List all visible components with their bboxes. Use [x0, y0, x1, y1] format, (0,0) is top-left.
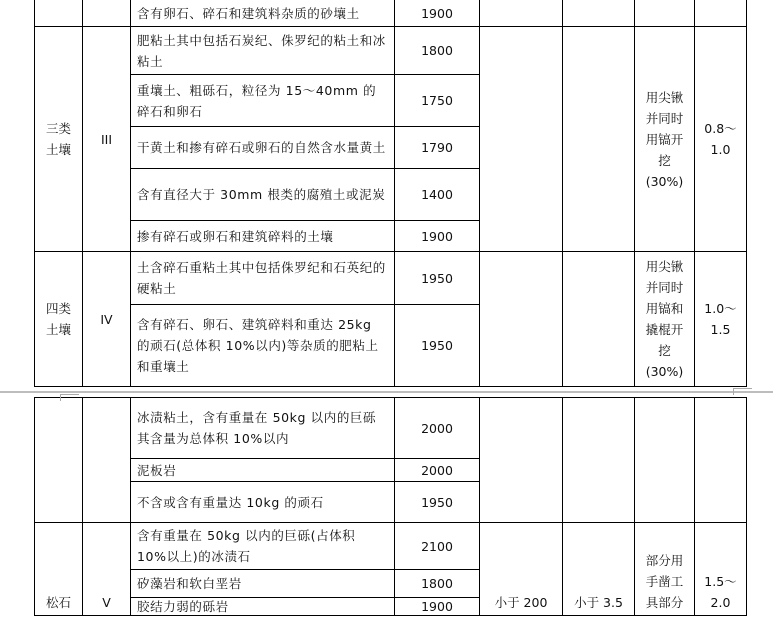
col5-cell: [479, 26, 563, 252]
coefficient-cell-text: 1.5～ 2.0: [704, 574, 737, 610]
description-cell-text: 泥板岩: [137, 462, 177, 478]
coefficient-cell: [694, 26, 747, 252]
coefficient-cell: [694, 251, 747, 387]
grade-cell: [82, 397, 131, 523]
density-cell: [394, 522, 480, 570]
description-cell: [130, 458, 395, 482]
coefficient-cell-text: 1.0～ 1.5: [704, 301, 737, 337]
method-cell: [634, 251, 695, 387]
description-cell-text: 含有直径大于 30mm 根类的腐殖土或泥炭: [137, 187, 386, 202]
col5-cell: [479, 397, 563, 523]
density-cell-text: 1900: [421, 5, 453, 21]
description-cell-text: 冰渍粘土，含有重量在 50kg 以内的巨砾其含量为总体积 10%以内: [137, 410, 377, 446]
description-cell: [130, 597, 395, 616]
col6-cell-text: 小于 3.5: [574, 595, 623, 610]
description-cell: [130, 522, 395, 570]
density-cell: [394, 597, 480, 616]
density-cell-text: 1750: [421, 93, 453, 108]
grade-cell-text: V: [102, 595, 111, 610]
description-cell-text: 肥粘土其中包括石炭纪、侏罗纪的粘土和冰粘土: [137, 32, 386, 69]
description-cell-text: 重壤土、粗砾石，粒径为 15～40mm 的碎石和卵石: [137, 82, 377, 119]
category-cell: [34, 0, 83, 27]
method-cell: [634, 522, 695, 616]
empty-cell: [479, 0, 563, 27]
category-cell: [34, 26, 83, 252]
col6-cell: [562, 522, 635, 616]
density-cell: [394, 74, 480, 127]
density-cell-text: 1800: [421, 43, 453, 58]
density-cell-text: 2000: [421, 462, 453, 478]
method-cell-text: 用尖锹 并同时 用镐和 撬棍开 挖 (30%): [645, 259, 684, 379]
density-cell-text: 1790: [421, 140, 453, 155]
density-cell-text: 1900: [421, 228, 453, 244]
description-cell: [130, 0, 395, 27]
density-cell-text: 1800: [421, 576, 453, 591]
density-cell: [394, 569, 480, 598]
density-cell: [394, 126, 480, 169]
description-cell-text: 掺有碎石或卵石和建筑碎料的土壤: [137, 228, 334, 244]
col6-cell: [562, 251, 635, 387]
density-cell: [394, 0, 480, 27]
description-cell-text: 土含碎石重粘土其中包括侏罗纪和石英纪的硬粘土: [137, 260, 386, 296]
col5-cell: [479, 522, 563, 616]
description-cell: [130, 26, 395, 75]
description-cell: [130, 481, 395, 523]
density-cell: [394, 251, 480, 305]
category-cell-text: 松石: [45, 595, 71, 610]
method-cell-text: 用尖锹 并同时 用镐开 挖 (30%): [645, 89, 684, 189]
description-cell-text: 干黄土和掺有碎石或卵石的自然含水量黄土: [137, 140, 386, 155]
density-cell: [394, 168, 480, 221]
density-cell: [394, 481, 480, 523]
page-corner-mark: [60, 394, 79, 401]
density-cell-text: 1950: [421, 270, 453, 286]
grade-cell: [82, 522, 131, 616]
category-cell: [34, 251, 83, 387]
description-cell-text: 含有重量在 50kg 以内的巨砾(占体积 10%以上)的冰渍石: [137, 528, 356, 564]
col5-cell: [479, 251, 563, 387]
density-cell-text: 2000: [421, 420, 453, 436]
density-cell: [394, 26, 480, 75]
page-corner-mark: [733, 388, 752, 395]
grade-cell-text: IV: [100, 311, 113, 327]
method-cell: [634, 397, 695, 523]
method-cell: [634, 26, 695, 252]
method-cell-text: 部分用 手凿工 具部分: [645, 553, 684, 610]
empty-cell: [694, 0, 747, 27]
description-cell: [130, 397, 395, 459]
category-cell-text: 四类 土壤: [45, 301, 71, 337]
description-cell: [130, 126, 395, 169]
page-2: [0, 397, 773, 616]
description-cell: [130, 304, 395, 387]
description-cell: [130, 74, 395, 127]
density-cell-text: 1900: [421, 599, 453, 614]
empty-cell: [562, 0, 635, 27]
empty-cell: [634, 0, 695, 27]
description-cell-text: 含有碎石、卵石、建筑碎料和重达 25kg 的顽石(总体积 10%以内)等杂质的肥粘上和重壤土: [137, 317, 379, 374]
category-cell-text: 三类 土壤: [45, 121, 71, 157]
coefficient-cell: [694, 397, 747, 523]
category-cell: [34, 397, 83, 523]
description-cell-text: 矽藻岩和软白垩岩: [137, 576, 242, 591]
density-cell: [394, 220, 480, 252]
col6-cell: [562, 397, 635, 523]
density-cell: [394, 458, 480, 482]
grade-cell-text: III: [100, 131, 113, 147]
coefficient-cell-text: 0.8～ 1.0: [704, 121, 737, 157]
description-cell: [130, 168, 395, 221]
page-break: [0, 389, 773, 397]
category-cell: [34, 522, 83, 616]
coefficient-cell: [694, 522, 747, 616]
density-cell-text: 2100: [421, 538, 453, 554]
density-cell-text: 1950: [421, 494, 453, 510]
description-cell-text: 不含或含有重量达 10kg 的顽石: [137, 494, 324, 510]
page-break-line: [0, 391, 773, 393]
density-cell-text: 1950: [421, 338, 453, 353]
col6-cell: [562, 26, 635, 252]
description-cell: [130, 220, 395, 252]
description-cell: [130, 251, 395, 305]
density-cell: [394, 304, 480, 387]
description-cell-text: 含有卵石、碎石和建筑料杂质的砂壤土: [137, 5, 360, 21]
density-cell-text: 1400: [421, 187, 453, 202]
grade-cell: [82, 251, 131, 387]
col5-cell-text: 小于 200: [494, 595, 548, 610]
grade-cell: [82, 26, 131, 252]
grade-cell: [82, 0, 131, 27]
description-cell: [130, 569, 395, 598]
description-cell-text: 胶结力弱的砾岩: [137, 599, 229, 614]
density-cell: [394, 397, 480, 459]
